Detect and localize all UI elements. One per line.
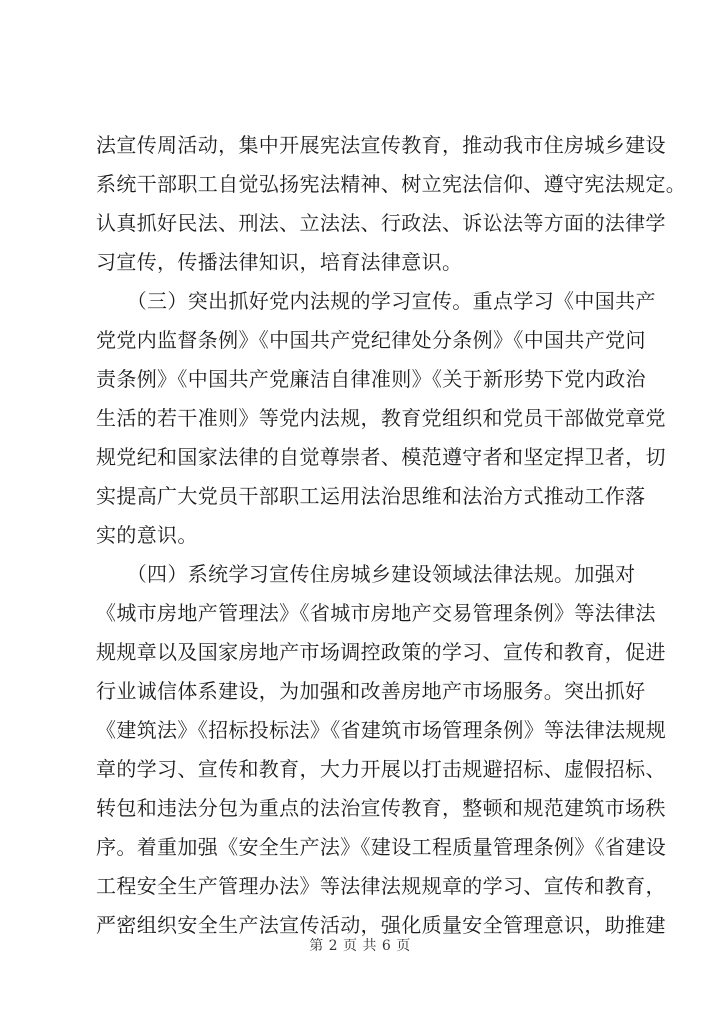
body-text xyxy=(96,126,720,945)
text-line: 规规章以及国家房地产市场调控政策的学习、宣传和教育，促进 xyxy=(96,640,666,664)
text-line: 系统干部职工自觉弘扬宪法精神、树立宪法信仰、遵守宪法规定。 xyxy=(96,172,687,196)
text-line: 实提高广大党员干部职工运用法治思维和法治方式推动工作落 xyxy=(96,484,646,508)
text-line: 工程安全生产管理办法》等法律法规规章的学习、宣传和教育， xyxy=(96,874,666,898)
text-line: 生活的若干准则》等党内法规，教育党组织和党员干部做党章党 xyxy=(96,406,666,430)
text-line: 转包和违法分包为重点的法治宣传教育，整顿和规范建筑市场秩 xyxy=(96,796,666,820)
text-line: 法宣传周活动，集中开展宪法宣传教育，推动我市住房城乡建设 xyxy=(96,133,666,157)
text-line: 认真抓好民法、刑法、立法法、行政法、诉讼法等方面的法律学 xyxy=(96,211,666,235)
text-line: 章的学习、宣传和教育，大力开展以打击规避招标、虚假招标、 xyxy=(96,757,666,781)
text-line: （四）系统学习宣传住房城乡建设领域法律法规。加强对 xyxy=(96,562,636,586)
text-line: 序。着重加强《安全生产法》《建设工程质量管理条例》《省建设 xyxy=(96,835,667,859)
page-number: 第 2 页 共 6 页 xyxy=(309,938,411,954)
text-line: 责条例》《中国共产党廉洁自律准则》《关于新形势下党内政治 xyxy=(96,367,646,391)
text-line: 习宣传，传播法律知识，培育法律意识。 xyxy=(96,250,463,274)
text-line: 实的意识。 xyxy=(96,523,198,547)
text-line: 规党纪和国家法律的自觉尊崇者、模范遵守者和坚定捍卫者，切 xyxy=(96,445,666,469)
page-footer xyxy=(0,935,720,955)
text-line: 严密组织安全生产法宣传活动，强化质量安全管理意识，助推建 xyxy=(96,913,666,937)
text-line: 行业诚信体系建设，为加强和改善房地产市场服务。突出抓好 xyxy=(96,679,646,703)
text-line: 党党内监督条例》《中国共产党纪律处分条例》《中国共产党问 xyxy=(96,328,646,352)
text-line: 《建筑法》《招标投标法》《省建筑市场管理条例》等法律法规规 xyxy=(96,718,667,742)
text-line: （三）突出抓好党内法规的学习宣传。重点学习《中国共产 xyxy=(96,289,656,313)
text-line: 《城市房地产管理法》《省城市房地产交易管理条例》等法律法 xyxy=(96,601,656,625)
